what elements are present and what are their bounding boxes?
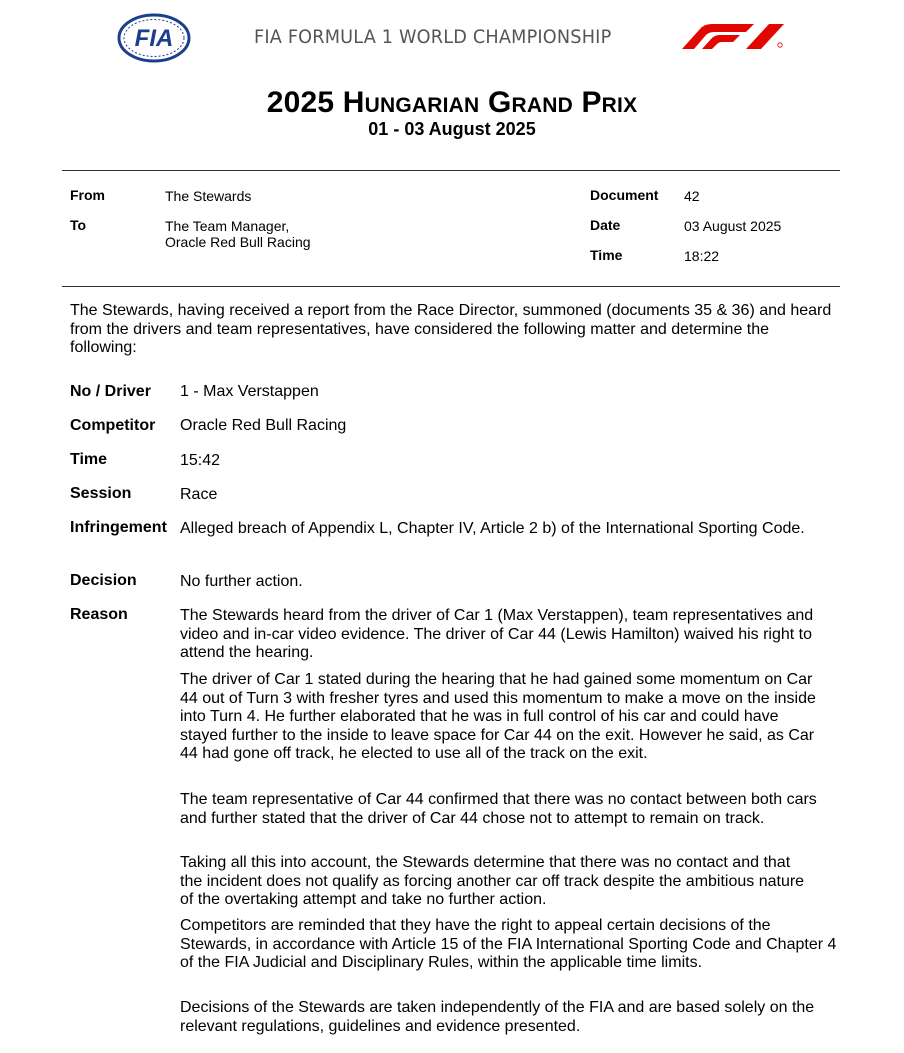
reason-paragraph: The team representative of Car 44 confirmed that there was no contact between both cars and further stated that the driver of Car 44 chose not to attempt to remain on track. [180, 791, 817, 827]
incident-time-value: 15:42 [180, 452, 221, 469]
driver-value: 1 - Max Verstappen [180, 383, 319, 400]
reason-label: Reason [70, 606, 128, 623]
reason-paragraph: Taking all this into account, the Stewards determine that there was no contact and that the incident does not qualify as forcing another car off track despite the ambitious nature of the overtaking attempt and take no further action. [180, 854, 805, 908]
fia-logo [116, 13, 192, 63]
reason-paragraph: Decisions of the Stewards are taken independently of the FIA and are based solely on the relevant regulations, guidelines and evidence presented. [180, 999, 815, 1035]
decision-label: Decision [70, 572, 137, 589]
event-year: 2025 [266, 86, 335, 119]
from-value: The Stewards [165, 188, 252, 204]
to-value-line1: The Team Manager, [165, 218, 290, 234]
time-label: Time [590, 247, 623, 263]
reason-paragraph: The Stewards heard from the driver of Car 1 (Max Verstappen), team representatives and video and in-car video evidence. The driver of Car 44 (Lewis Hamilton) waived his right to attend the hearing. [180, 607, 814, 661]
competitor-value: Oracle Red Bull Racing [180, 417, 347, 434]
document-value: 42 [684, 188, 700, 204]
reason-paragraph: Competitors are reminded that they have the right to appeal certain decisions of the Stewards, in accordance with Article 15 of the FIA International Sporting Code and Chapter 4 of the FIA Judicial and Disciplinary Rules, within the applicable time limits. [180, 917, 837, 971]
decision-value: No further action. [180, 573, 303, 590]
header-divider-bottom [62, 286, 840, 287]
infringement-value: Alleged breach of Appendix L, Chapter IV, Article 2 b) of the International Sporting Code. [180, 520, 805, 537]
event-title [0, 86, 904, 120]
document-label: Document [590, 187, 659, 203]
to-label: To [70, 217, 87, 233]
date-label: Date [590, 217, 621, 233]
to-value-line2: Oracle Red Bull Racing [165, 234, 311, 250]
fia-logo-text: FIA [134, 25, 174, 52]
event-dates: 01 - 03 August 2025 [368, 119, 536, 139]
f1-logo [676, 21, 786, 51]
intro-paragraph: The Stewards, having received a report from the Race Director, summoned (documents 35 & 36) and heard from the drivers and team representatives, have considered the following matter and determine the following: [70, 302, 832, 356]
from-label: From [70, 187, 105, 203]
championship-title: FIA FORMULA 1 WORLD CHAMPIONSHIP [254, 26, 612, 48]
infringement-label: Infringement [70, 519, 167, 536]
competitor-label: Competitor [70, 417, 156, 434]
reason-paragraph: The driver of Car 1 stated during the hearing that he had gained some momentum on Car 44 out of Turn 3 with fresher tyres and used this momentum to make a move on the inside into Turn 4. He further elaborated that he was in full control of his car and could have stayed further to the inside to leave space for Car 44 on the exit. However he said, as Car 44 had gone off track, he elected to use all of the track on the exit. [180, 671, 816, 762]
incident-time-label: Time [70, 451, 108, 468]
header-divider-top [62, 170, 840, 171]
date-value: 03 August 2025 [684, 218, 782, 234]
time-value: 18:22 [684, 248, 720, 264]
session-label: Session [70, 485, 132, 502]
event-name: Hungarian Grand Prix [342, 86, 638, 119]
driver-label: No / Driver [70, 383, 151, 400]
session-value: Race [180, 486, 218, 503]
